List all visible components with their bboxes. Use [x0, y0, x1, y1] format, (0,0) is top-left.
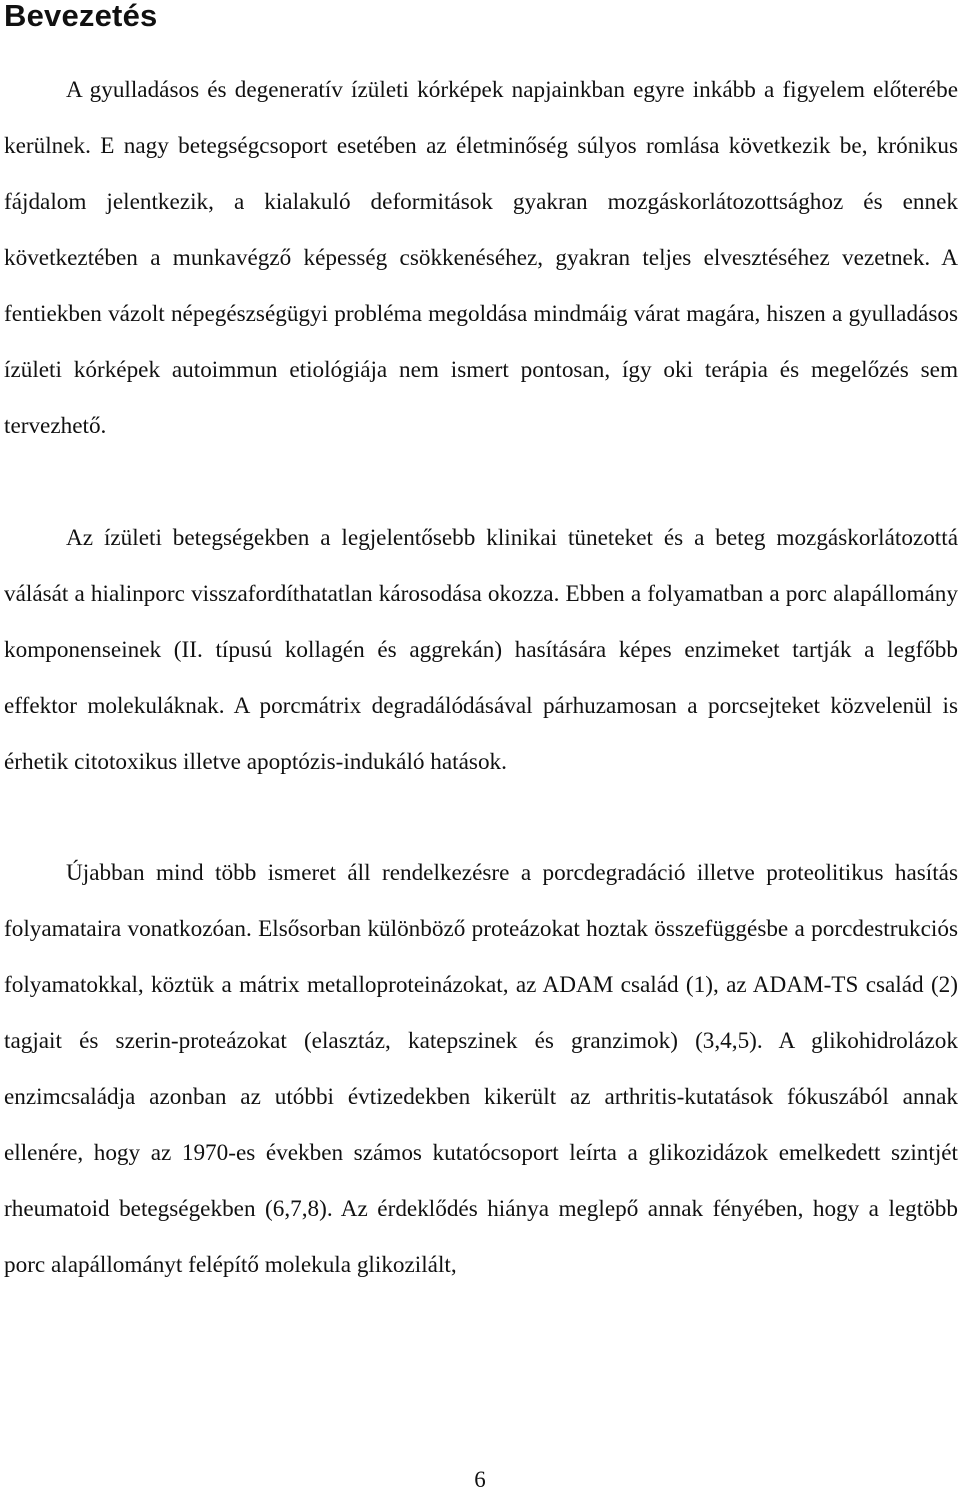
paragraph-proteases: Újabban mind több ismeret áll rendelkezésre a porcdegradáció illetve proteolitikus hasítás folyamataira vonatkozóan. Elsősorban különböző proteázokat hoztak összefüggésbe a porcdestrukciós folyamatokkal, köztük a mátrix metalloproteinázokat, az ADAM család (1), az ADAM-TS család (2) tagjait és szerin-proteázokat (elasztáz, katepszinek és granzimok) (3,4,5). A glikohidrolázok enzimcsaládja azonban az utóbbi évtizedekben kikerült az arthritis-kutatások fókuszából annak ellenére, hogy az 1970-es években számos kutatócsoport leírta a glikozidázok emelkedett szintjét rheumatoid betegségekben (6,7,8). Az érdeklődés hiánya meglepő annak fényében, hogy a legtöbb porc alapállományt felépítő molekula glikozilált, [4, 860, 958, 1278]
paragraph-intro: A gyulladásos és degeneratív ízületi kórképek napjainkban egyre inkább a figyelem előterébe kerülnek. E nagy betegségcsoport esetében az életminőség súlyos romlása következik be, krónikus fájdalom jelentkezik, a kialakuló deformitások gyakran mozgáskorlátozottsághoz és ennek következtében a munkavégző képesség csökkenéséhez, gyakran teljes elvesztéséhez vezetnek. A fentiekben vázolt népegészségügyi probléma megoldása mindmáig várat magára, hiszen a gyulladásos ízületi kórképek autoimmun etiológiája nem ismert pontosan, így oki terápia és megelőzés sem tervezhető. [4, 77, 958, 439]
page-title: Bevezetés [4, 0, 158, 33]
paragraph-joint-diseases: Az ízületi betegségekben a legjelentősebb klinikai tüneteket és a beteg mozgáskorlátozottá válását a hialinporc visszafordíthatatlan károsodása okozza. Ebben a folyamatban a porc alapállomány komponenseinek (II. típusú kollagén és aggrekán) hasítására képes enzimeket tartják a legfőbb effektor molekuláknak. A porcmátrix degradálódásával párhuzamosan a porcsejteket közvelenül is érhetik citotoxikus illetve apoptózis-indukáló hatások. [4, 525, 958, 775]
page-number: 6 [474, 1467, 486, 1492]
